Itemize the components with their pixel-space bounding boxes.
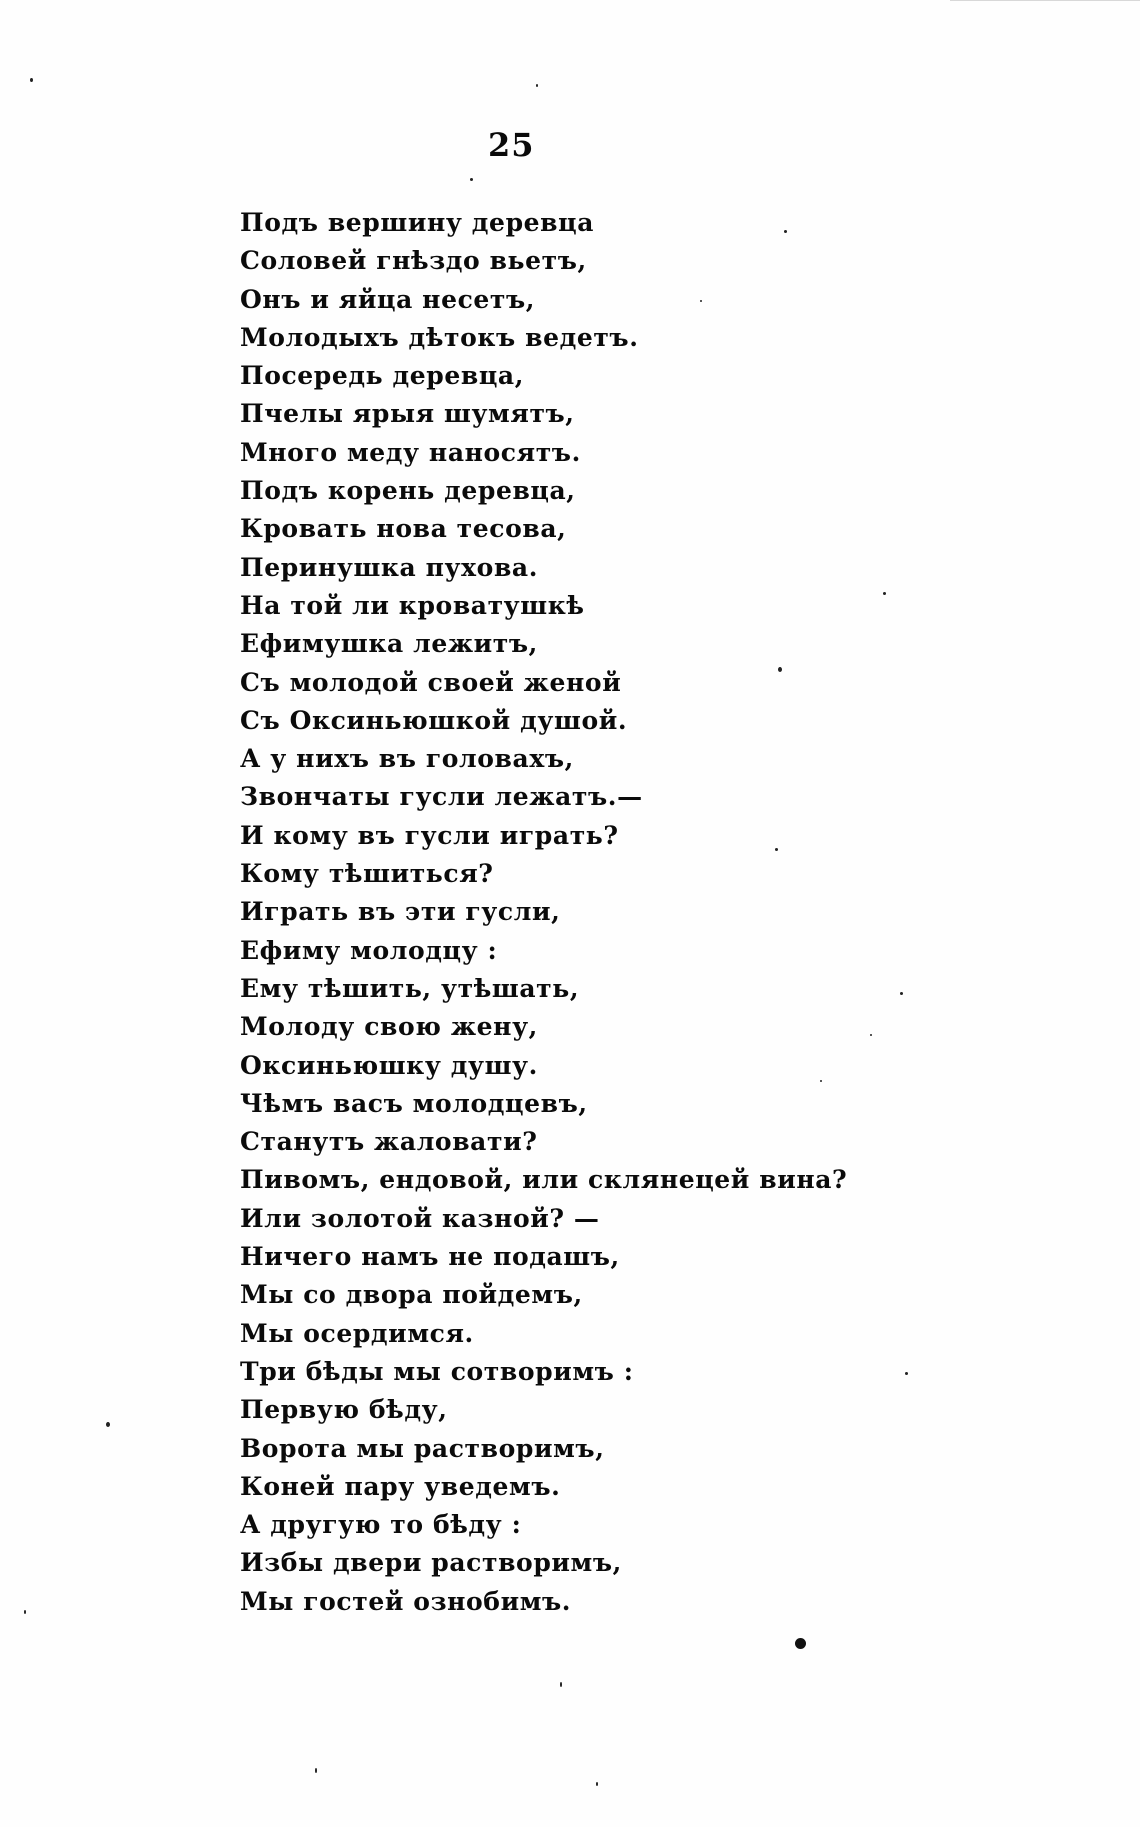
ink-speck [596,1782,598,1786]
poem-line: Подъ корень деревца, [240,476,576,506]
poem-line: Ворота мы растворимъ, [240,1433,605,1463]
ink-speck [883,592,886,595]
ink-speck [870,1034,872,1036]
poem-line: Оксиньюшку душу. [240,1050,538,1080]
page-number: 25 [488,126,535,164]
poem-line: Молоду свою жену, [240,1012,538,1042]
ink-speck [795,1638,806,1649]
poem-line: Станутъ жаловати? [240,1127,538,1157]
poem-line: Ефиму молодцу : [240,935,498,965]
poem-line: Много меду наносятъ. [240,437,581,467]
poem-line: Соловей гнѣздо вьетъ, [240,246,587,276]
poem-line: Коней пару уведемъ. [240,1471,561,1501]
poem-line: Съ молодой своей женой [240,667,622,697]
poem-line: И кому въ гусли играть? [240,820,619,850]
ink-speck [905,1372,908,1375]
poem-line: Ничего намъ не подашъ, [240,1242,620,1272]
poem-line: Три бѣды мы сотворимъ : [240,1356,634,1386]
poem-line: Чѣмъ васъ молодцевъ, [240,1088,588,1118]
ink-speck [900,992,903,995]
poem-line: Избы двери растворимъ, [240,1548,622,1578]
ink-speck [30,78,33,82]
poem-line: А у нихъ въ головахъ, [240,744,574,774]
poem-line: Съ Оксиньюшкой душой. [240,705,628,735]
ink-speck [778,667,782,672]
poem-line: Звончаты гусли лежатъ.— [240,782,643,812]
poem-line: Пчелы ярыя шумятъ, [240,399,575,429]
poem-line: Посередь деревца, [240,361,525,391]
poem-line: Подъ вершину деревца [240,208,594,237]
poem-line: Перинушка пухова. [240,552,539,582]
poem-line: А другую то бѣду : [240,1510,522,1540]
poem-line: На той ли кроватушкѣ [240,590,585,620]
ink-speck [536,84,538,87]
ink-speck [700,300,702,302]
ink-speck [775,848,778,851]
poem-line: Мы со двора пойдемъ, [240,1280,583,1310]
poem-line: Мы гостей ознобимъ. [240,1586,572,1616]
ink-speck [315,1768,317,1773]
ink-speck [106,1422,110,1427]
poem-line: Играть въ эти гусли, [240,897,561,927]
poem-line: Пивомъ, ендовой, или склянецей вина? [240,1165,848,1195]
poem-line: Ефимушка лежитъ, [240,629,538,659]
poem-line: Молодыхъ дѣтокъ ведетъ. [240,322,639,352]
ink-speck [560,1682,562,1687]
poem-line: Первую бѣду, [240,1395,448,1425]
ink-speck [470,178,473,181]
poem-line: Или золотой казной? — [240,1203,600,1233]
poem-line: Кровать нова тесова, [240,514,567,544]
page-edge-line [950,0,1140,5]
ink-speck [784,230,787,233]
ink-speck [24,1610,26,1614]
poem-line: Мы осердимся. [240,1318,474,1348]
poem-text [240,204,847,1621]
ink-speck [820,1080,822,1082]
poem-line: Кому тѣшиться? [240,859,494,889]
poem-line: Онъ и яйца несетъ, [240,284,536,314]
poem-line: Ему тѣшить, утѣшать, [240,973,580,1003]
